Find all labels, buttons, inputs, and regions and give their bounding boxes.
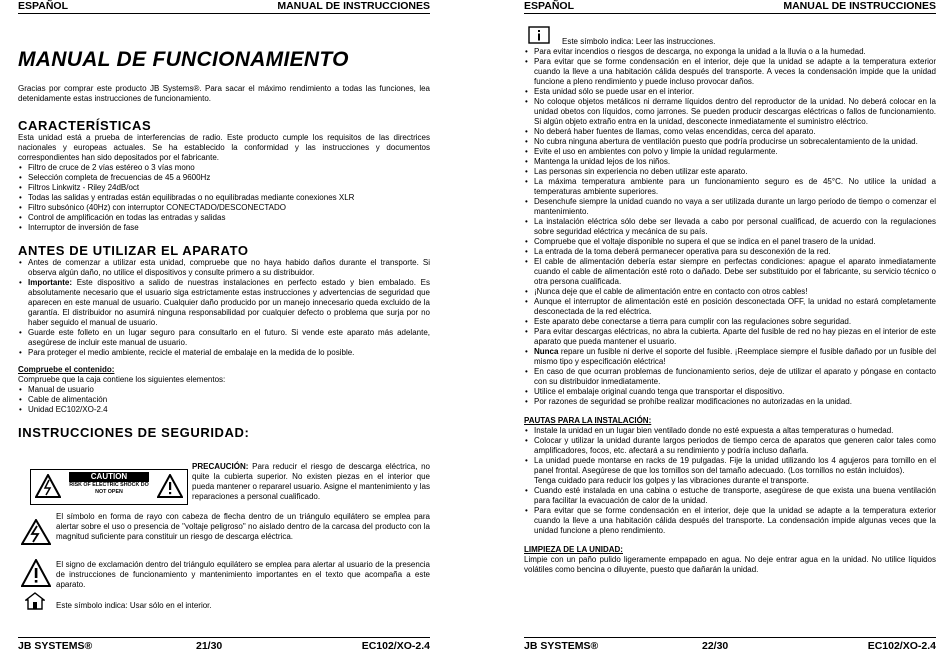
lightning-description: El símbolo en forma de rayo con cabeza de flecha dentro de un triángulo equilátero se emplea para alertar sobre el uso o presencia de "voltaje peligroso" no aislado dentro de la carcasa del producto con la magnitud suficiente para constituir un riesgo de descarga eléctrica.: [56, 512, 430, 541]
caution-text: [192, 462, 430, 502]
list-item-text: repare un fusible ni derive el soporte del fusible. ¡Reemplace siempre el fusible dañado por un fusible del mismo tipo y especificación eléctrica!: [534, 347, 936, 366]
list-item: • La unidad puede montarse en racks de 19 pulgadas. Fije la unidad utilizando los 4 agujeros para tornillo en el panel frontal. Asegúrese de que los tornillos son del tamaño adecuado. (Los tornillos no están incluidos). Tenga cuidado para reducir los golpes y las vibraciones durante el transporte.: [524, 456, 936, 486]
check-contents-text: Compruebe que la caja contiene los siguientes elementos:: [18, 375, 226, 384]
footer-page-number: 21/30: [196, 640, 223, 652]
list-item-text: Antes de comenzar a utilizar esta unidad, compruebe que no haya habido daños durante el transporte. Si observa algún daño, no utilice el dispositivos y consulte primero a su distribuidor.: [28, 258, 430, 277]
caution-title: CAUTION: [69, 472, 149, 482]
list-item: • Manual de usuario: [18, 385, 430, 395]
exclamation-description: El signo de exclamación dentro del triángulo equilátero se emplea para alertar al usuario de la presencia de instrucciones de funcionamiento y mantenimiento importantes en el texto que acompaña a este aparato.: [56, 560, 430, 589]
footer-page-number: 22/30: [702, 640, 729, 652]
list-item-text: Guarde este folleto en un lugar seguro para consultarlo en el futuro. Si vende este aparato más adelante, asegúrese de incluir este manual de usuario.: [28, 328, 430, 347]
list-item: • Unidad EC102/XO-2.4: [18, 405, 430, 415]
safety-heading: INSTRUCCIONES DE SEGURIDAD:: [18, 425, 250, 440]
header-manual: MANUAL DE INSTRUCCIONES: [277, 0, 430, 12]
installation-heading: PAUTAS PARA LA INSTALACIÓN:: [524, 416, 652, 425]
read-instructions-text: Este símbolo indica: Leer las instrucciones.: [562, 37, 716, 46]
list-item: • Las personas sin experiencia no deben utilizar este aparato.: [524, 167, 936, 177]
exclamation-icon: [157, 474, 183, 503]
list-item: • No deberá haber fuentes de llamas, como velas encendidas, cerca del aparato.: [524, 127, 936, 137]
lightning-icon: [21, 519, 51, 550]
list-item: • Cuando esté instalada en una cabina o estuche de transporte, asegúrese de que exista una buena ventilación para facilitar la evacuación de calor de la unidad.: [524, 486, 936, 506]
list-item: [18, 348, 430, 358]
footer-brand: JB SYSTEMS®: [524, 640, 599, 652]
list-item: • Aunque el interruptor de alimentación esté en posición desconectada OFF, la unidad no estará completamente desconectada de la red eléctrica.: [524, 297, 936, 317]
left-page-content: [18, 48, 430, 440]
list-item: • ¡Nunca deje que el cable de alimentación entre en contacto con otros cables!: [524, 287, 936, 297]
right-page-content: [524, 37, 936, 575]
features-text: Esta unidad está a prueba de interferencias de radio. Este producto cumple los requisitos de las directrices nacionales y europeas actuales. Se ha establecido la conformidad y las instrucciones y documentos correspondientes han sido depositados por el fabricante.: [18, 133, 430, 162]
page-title: MANUAL DE FUNCIONAMIENTO: [18, 48, 349, 71]
list-item: [524, 347, 936, 367]
footer-model: EC102/XO-2.4: [867, 640, 936, 652]
page-footer: [18, 637, 430, 654]
list-item: • Control de amplificación en todas las entradas y salidas: [18, 213, 430, 223]
page-footer: [524, 637, 936, 654]
right-page: [524, 0, 936, 654]
caution-body: Para reducir el riesgo de descarga eléctrica, no quite la cubierta superior. No existen piezas en el interior que pueda mantener o repararel usuario. Asigne el mantenimiento y las reparaciones a personal cualificado.: [192, 462, 430, 501]
list-item: • Evite el uso en ambientes con polvo y limpie la unidad regularmente.: [524, 147, 936, 157]
list-item: • No cubra ninguna abertura de ventilación puesto que podría producirse un sobrecalentamiento de la unidad.: [524, 137, 936, 147]
indoor-description: Este símbolo indica: Usar sólo en el interior.: [56, 601, 212, 610]
caution-label: [30, 469, 188, 505]
list-item: • Mantenga la unidad lejos de los niños.: [524, 157, 936, 167]
page-header: [524, 0, 936, 14]
list-item: • Filtro subsónico (40Hz) con interruptor CONECTADO/DESCONECTADO: [18, 203, 430, 213]
list-item: • En caso de que ocurran problemas de funcionamiento serios, deje de utilizar el aparato y póngase en contacto con su distribuidor inmediatamente.: [524, 367, 936, 387]
list-item: [18, 328, 430, 348]
list-item: • Filtros Linkwitz - Riley 24dB/oct: [18, 183, 430, 193]
lightning-icon: [35, 474, 61, 503]
list-item: • Para evitar que se forme condensación en el interior, deje que la unidad se adapte a la temperatura exterior cuando la lleve a una habitación cálida después del transporte. A veces la condensación impide que la unidad funcione a pleno rendimiento y puede incluso provocar daños.: [524, 57, 936, 87]
list-item: • El cable de alimentación debería estar siempre en perfectas condiciones: apague el aparato inmediatamente cuando el cable de alimentación esté roto o dañado. Debe ser substituido por el fabricante, su servicio técnico o otra persona cualificada.: [524, 257, 936, 287]
important-label: Importante:: [28, 278, 72, 287]
list-item-text: Este dispositivo a salido de nuestras instalaciones en perfecto estado y bien embalado. Es absolutamente necesario que el usuario siga estrictamente estas instrucciones y advertencias de seguridad que aparecen en este manual de usuario. Cualquier daño producido por un manejo innecesario queda excluido de la garantía. El distribuidor no asumirá ninguna responsabilidad por cualquier defecto o problema que surja por no haber seguido el manual de usuario.: [28, 278, 430, 327]
list-item: [18, 258, 430, 278]
header-manual: MANUAL DE INSTRUCCIONES: [783, 0, 936, 12]
list-item: • Interruptor de inversión de fase: [18, 223, 430, 233]
nunca-label: Nunca: [534, 347, 559, 356]
list-item: • Compruebe que el voltaje disponible no supera el que se indica en el panel trasero de la unidad.: [524, 237, 936, 247]
list-item: • Desenchufe siempre la unidad cuando no vaya a ser utilizada durante un largo periodo de tiempo o comenzar el mantenimiento.: [524, 197, 936, 217]
footer-model: EC102/XO-2.4: [361, 640, 430, 652]
safety-list: [524, 47, 936, 407]
features-heading: CARACTERÍSTICAS: [18, 118, 152, 133]
list-item: • Colocar y utilizar la unidad durante largos periodos de tiempo cerca de aparatos que generen calor tales como amplificadores, focos, etc. afectará a su rendimiento y podría incluso dañarla.: [524, 436, 936, 456]
indoor-house-icon: [25, 592, 45, 615]
list-item: • Cable de alimentación: [18, 395, 430, 405]
list-item: • Esta unidad sólo se puede usar en el interior.: [524, 87, 936, 97]
before-use-list: [18, 258, 430, 358]
contents-list: [18, 385, 430, 415]
list-item: • Para evitar que se forme condensación en el interior, deje que la unidad se adapte a la temperatura exterior cuando la lleve a una habitación cálida después del transporte. La condensación impide algunas veces que la unidad funcione a pleno rendimiento.: [524, 506, 936, 536]
exclamation-icon: [21, 559, 51, 592]
header-language: ESPAÑOL: [524, 0, 574, 12]
cleaning-heading: LIMPIEZA DE LA UNIDAD:: [524, 545, 623, 554]
list-item-text: Para proteger el medio ambiente, recicle el material de embalaje en la medida de lo posible.: [28, 348, 355, 357]
cleaning-text: Limpie con un paño pulido ligeramente empapado en agua. No deje entrar agua en la unidad. No utilice líquidos volátiles como bencina o diluyente, puesto que dañarán la unidad.: [524, 555, 936, 574]
caution-bold: PRECAUCIÓN:: [192, 462, 249, 471]
footer-brand: JB SYSTEMS®: [18, 640, 93, 652]
left-page: [18, 0, 430, 654]
list-item: • No coloque objetos metálicos ni derrame líquidos dentro del reproductor de la unidad. No deberá colocar en la unidad obetos con líquidos, como jarrones. Se pueden producir descargas eléctricas o fallos de funcionamiento. Si algún objeto extraño entra en la unidad, desconecte inmediatamente el suministro eléctrico.: [524, 97, 936, 127]
list-item: • Por razones de seguridad se prohíbe realizar modificaciones no autorizadas en la unidad.: [524, 397, 936, 407]
list-item: • La instalación eléctrica sólo debe ser llevada a cabo por personal cualificad, de acuerdo con la regulaciones sobre seguridad eléctrica y mecánica de su país.: [524, 217, 936, 237]
list-item: • La máxima temperatura ambiente para un funcionamiento seguro es de 45°C. No utilice la unidad a temperaturas ambiente superiores.: [524, 177, 936, 197]
list-item: • Selección completa de frecuencias de 45 a 9600Hz: [18, 173, 430, 183]
features-list: [18, 163, 430, 233]
list-item: • Todas las salidas y entradas están equilibradas o no equilibradas mediante conexiones XLR: [18, 193, 430, 203]
list-item: • Para evitar descargas eléctricas, no abra la cubierta. Aparte del fusible de red no hay piezas en el interior de este aparato que pueda mantener el usuario.: [524, 327, 936, 347]
list-item: • Para evitar incendios o riesgos de descarga, no exponga la unidad a la lluvia o a la humedad.: [524, 47, 936, 57]
list-item: • Filtro de cruce de 2 vías estéreo o 3 vías mono: [18, 163, 430, 173]
list-item: • La entrada de la toma deberá permanecer operativa para su desconexión de la red.: [524, 247, 936, 257]
check-contents-heading: Compruebe el contenido:: [18, 365, 115, 374]
installation-list: [524, 426, 936, 536]
list-item: • Utilice el embalaje original cuando tenga que transportar el dispositivo.: [524, 387, 936, 397]
list-item: • Este aparato debe conectarse a tierra para cumplir con las regulaciones sobre seguridad.: [524, 317, 936, 327]
before-use-heading: ANTES DE UTILIZAR EL APARATO: [18, 243, 249, 258]
caution-subtitle: RISK OF ELECTRIC SHOCK DO NOT OPEN: [69, 482, 149, 495]
page-header: [18, 0, 430, 14]
intro-text: Gracias por comprar este producto JB Systems®. Para sacar el máximo rendimiento a todas las funciones, lea detenidamente estas instrucciones de funcionamiento.: [18, 84, 430, 103]
list-item: [18, 278, 430, 328]
header-language: ESPAÑOL: [18, 0, 68, 12]
list-item: • Instale la unidad en un lugar bien ventilado donde no esté expuesta a altas temperaturas o humedad.: [524, 426, 936, 436]
